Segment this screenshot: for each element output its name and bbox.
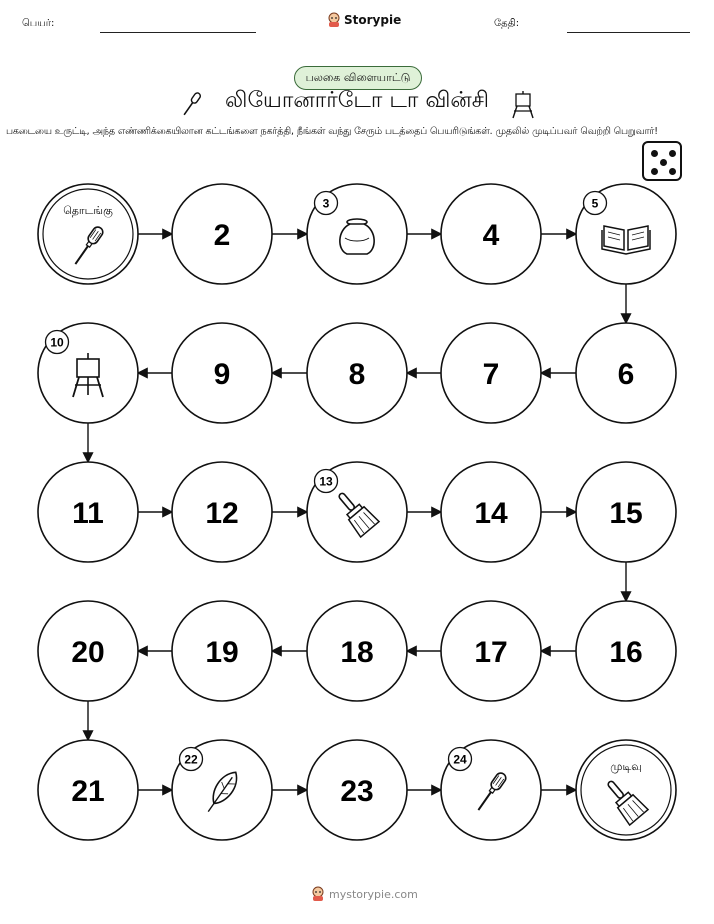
cell-number: 10 bbox=[50, 335, 64, 350]
cell-number: 20 bbox=[71, 636, 105, 669]
cell-number: 15 bbox=[609, 497, 643, 530]
cell-number: 22 bbox=[184, 752, 198, 767]
brand-name: Storypie bbox=[344, 13, 402, 27]
board-cell-8 bbox=[307, 323, 407, 423]
cell-number: 6 bbox=[617, 358, 635, 391]
cell-number: 14 bbox=[474, 497, 508, 530]
cell-number: 8 bbox=[348, 358, 366, 391]
finish-label: முடிவு bbox=[610, 760, 642, 773]
board-cell-22 bbox=[172, 740, 272, 840]
start-label: தொடங்கு bbox=[63, 204, 113, 217]
instructions-text: பகடையை உருட்டி, அந்த எண்ணிக்கையிலான கட்டங்களை நகர்த்தி, நீங்கள் வந்து சேரும் படத்தைப் பெயரிடுங்கள். முதலில் முடிப்பவர் வெற்றி பெறுவார்! bbox=[6, 126, 659, 137]
storypie-mascot-icon bbox=[311, 886, 325, 902]
board-cell-13 bbox=[307, 462, 407, 562]
board-cell-23 bbox=[307, 740, 407, 840]
cell-number: 16 bbox=[609, 636, 643, 669]
cell-number: 3 bbox=[322, 196, 330, 211]
board-cell-24 bbox=[441, 740, 541, 840]
footer bbox=[311, 886, 418, 902]
board-cell-10 bbox=[38, 323, 138, 423]
board-cell-21 bbox=[38, 740, 138, 840]
board-cell-9 bbox=[172, 323, 272, 423]
board-cell-7 bbox=[441, 323, 541, 423]
cell-number: 2 bbox=[213, 219, 231, 252]
cell-number: 17 bbox=[474, 636, 508, 669]
board-cell-15 bbox=[576, 462, 676, 562]
page-title: லியோனார்டோ டா வின்சி bbox=[225, 88, 489, 113]
cell-number: 5 bbox=[591, 196, 599, 211]
board-cell-12 bbox=[172, 462, 272, 562]
board-cell-3 bbox=[307, 184, 407, 284]
cell-number: 23 bbox=[340, 775, 374, 808]
cell-number: 18 bbox=[340, 636, 374, 669]
finish-cell bbox=[576, 740, 676, 840]
board-game-badge: பலகை விளையாட்டு bbox=[294, 66, 422, 90]
cell-number: 19 bbox=[205, 636, 239, 669]
start-cell bbox=[38, 184, 138, 284]
board-cell-6 bbox=[576, 323, 676, 423]
board-cell-2 bbox=[172, 184, 272, 284]
board-cell-17 bbox=[441, 601, 541, 701]
cell-number: 9 bbox=[213, 358, 231, 391]
cell-number: 24 bbox=[453, 752, 467, 767]
board-cell-4 bbox=[441, 184, 541, 284]
board-cell-20 bbox=[38, 601, 138, 701]
cell-number: 11 bbox=[72, 497, 104, 530]
board-cell-14 bbox=[441, 462, 541, 562]
board-cell-19 bbox=[172, 601, 272, 701]
cell-number: 4 bbox=[482, 219, 500, 252]
board-cell-18 bbox=[307, 601, 407, 701]
name-label: பெயர்: bbox=[22, 18, 55, 29]
cell-number: 7 bbox=[482, 358, 500, 391]
date-label: தேதி: bbox=[494, 18, 520, 29]
cell-number: 13 bbox=[319, 474, 333, 489]
board-cell-5 bbox=[576, 184, 676, 284]
footer-url[interactable]: mystorypie.com bbox=[329, 887, 418, 901]
board-cell-16 bbox=[576, 601, 676, 701]
cell-number: 12 bbox=[205, 497, 239, 530]
cell-number: 21 bbox=[71, 775, 105, 808]
board-cell-11 bbox=[38, 462, 138, 562]
